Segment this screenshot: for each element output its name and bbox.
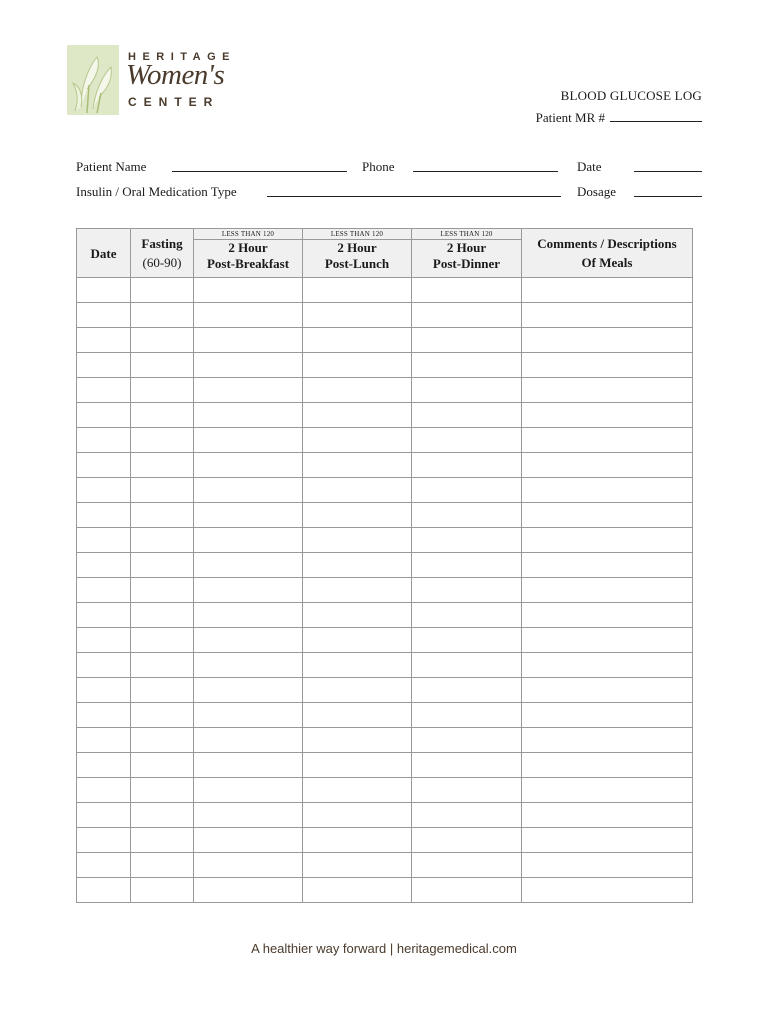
- table-row: [77, 653, 693, 678]
- cell-fasting[interactable]: [131, 803, 194, 828]
- patient-info-row: [76, 159, 702, 177]
- table-row: [77, 378, 693, 403]
- cell-post-dinner[interactable]: [412, 578, 522, 603]
- cell-post-dinner[interactable]: [412, 878, 522, 903]
- cell-date[interactable]: [77, 628, 131, 653]
- cell-fasting[interactable]: [131, 453, 194, 478]
- patient-mr-label: Patient MR #: [535, 110, 605, 125]
- cell-comments[interactable]: [522, 303, 693, 328]
- phone-field[interactable]: [413, 171, 558, 172]
- medication-type-label: Insulin / Oral Medication Type: [76, 184, 237, 199]
- column-header-post-lunch-meal: Post-Lunch: [324, 256, 390, 271]
- cell-post-dinner[interactable]: [412, 528, 522, 553]
- table-row: [77, 828, 693, 853]
- cell-post-lunch[interactable]: [303, 278, 412, 303]
- cell-date[interactable]: [77, 878, 131, 903]
- cell-comments[interactable]: [522, 528, 693, 553]
- cell-post-lunch[interactable]: [303, 553, 412, 578]
- cell-post-lunch[interactable]: [303, 828, 412, 853]
- table-row: [77, 553, 693, 578]
- cell-post-dinner[interactable]: [412, 278, 522, 303]
- cell-post-breakfast[interactable]: [194, 503, 303, 528]
- cell-fasting[interactable]: [131, 278, 194, 303]
- column-header-post-lunch: [303, 229, 412, 278]
- cell-post-breakfast[interactable]: [194, 553, 303, 578]
- cell-post-breakfast[interactable]: [194, 278, 303, 303]
- table-row: [77, 353, 693, 378]
- cell-post-lunch[interactable]: [303, 753, 412, 778]
- cell-date[interactable]: [77, 528, 131, 553]
- cell-post-breakfast[interactable]: [194, 428, 303, 453]
- column-header-comments-sub: Of Meals: [581, 255, 633, 270]
- cell-date[interactable]: [77, 703, 131, 728]
- table-row: [77, 853, 693, 878]
- cell-date[interactable]: [77, 378, 131, 403]
- cell-comments[interactable]: [522, 553, 693, 578]
- cell-post-dinner[interactable]: [412, 603, 522, 628]
- cell-comments[interactable]: [522, 453, 693, 478]
- cell-comments[interactable]: [522, 728, 693, 753]
- column-header-post-lunch-target: LESS THAN 120: [330, 230, 384, 238]
- cell-post-breakfast[interactable]: [194, 603, 303, 628]
- cell-fasting[interactable]: [131, 678, 194, 703]
- cell-post-dinner[interactable]: [412, 753, 522, 778]
- cell-post-lunch[interactable]: [303, 303, 412, 328]
- cell-date[interactable]: [77, 553, 131, 578]
- date-label: Date: [577, 159, 602, 174]
- footer-tagline: A healthier way forward | heritagemedical.com: [251, 941, 517, 956]
- cell-post-dinner[interactable]: [412, 503, 522, 528]
- cell-date[interactable]: [77, 578, 131, 603]
- cell-post-breakfast[interactable]: [194, 528, 303, 553]
- medication-type-field[interactable]: [267, 196, 561, 197]
- table-row: [77, 878, 693, 903]
- column-header-post-lunch-label: 2 Hour: [337, 240, 377, 255]
- cell-comments[interactable]: [522, 578, 693, 603]
- cell-fasting[interactable]: [131, 728, 194, 753]
- column-header-fasting: [131, 229, 194, 278]
- table-row: [77, 528, 693, 553]
- cell-post-lunch[interactable]: [303, 778, 412, 803]
- column-header-post-dinner: [412, 229, 522, 278]
- patient-name-field[interactable]: [172, 171, 347, 172]
- table-row: [77, 278, 693, 303]
- table-row: [77, 303, 693, 328]
- cell-post-breakfast[interactable]: [194, 453, 303, 478]
- cell-fasting[interactable]: [131, 503, 194, 528]
- cell-post-lunch[interactable]: [303, 878, 412, 903]
- cell-fasting[interactable]: [131, 353, 194, 378]
- cell-post-lunch[interactable]: [303, 503, 412, 528]
- column-header-post-breakfast-label: 2 Hour: [228, 240, 268, 255]
- cell-comments[interactable]: [522, 803, 693, 828]
- cell-post-breakfast[interactable]: [194, 353, 303, 378]
- cell-date[interactable]: [77, 728, 131, 753]
- cell-date[interactable]: [77, 353, 131, 378]
- column-header-post-dinner-label: 2 Hour: [446, 240, 487, 255]
- table-row: [77, 603, 693, 628]
- cell-date[interactable]: [77, 328, 131, 353]
- date-field[interactable]: [634, 171, 702, 172]
- document-title: BLOOD GLUCOSE LOG: [560, 88, 702, 103]
- cell-post-breakfast[interactable]: [194, 478, 303, 503]
- cell-comments[interactable]: [522, 428, 693, 453]
- cell-post-dinner[interactable]: [412, 478, 522, 503]
- cell-post-lunch[interactable]: [303, 678, 412, 703]
- cell-fasting[interactable]: [131, 853, 194, 878]
- cell-post-lunch[interactable]: [303, 853, 412, 878]
- cell-comments[interactable]: [522, 878, 693, 903]
- cell-post-breakfast[interactable]: [194, 828, 303, 853]
- cell-fasting[interactable]: [131, 603, 194, 628]
- cell-comments[interactable]: [522, 378, 693, 403]
- logo-heritage: HERITAGE: [128, 51, 237, 63]
- cell-post-dinner[interactable]: [412, 428, 522, 453]
- cell-post-lunch[interactable]: [303, 353, 412, 378]
- cell-post-dinner[interactable]: [412, 778, 522, 803]
- cell-post-lunch[interactable]: [303, 428, 412, 453]
- cell-comments[interactable]: [522, 753, 693, 778]
- cell-date[interactable]: [77, 828, 131, 853]
- calla-lily-logo-icon: [67, 45, 119, 115]
- cell-post-breakfast[interactable]: [194, 678, 303, 703]
- cell-date[interactable]: [77, 303, 131, 328]
- dosage-label: Dosage: [577, 184, 616, 199]
- cell-post-breakfast[interactable]: [194, 728, 303, 753]
- glucose-log-body: [77, 278, 693, 903]
- phone-label: Phone: [362, 159, 395, 174]
- glucose-log-table: [76, 228, 693, 903]
- cell-post-lunch[interactable]: [303, 403, 412, 428]
- cell-date[interactable]: [77, 603, 131, 628]
- table-row: [77, 728, 693, 753]
- table-row: [77, 428, 693, 453]
- column-header-comments: [522, 229, 693, 278]
- column-header-post-breakfast-target: LESS THAN 120: [221, 230, 275, 238]
- cell-post-dinner[interactable]: [412, 703, 522, 728]
- table-header-row: [77, 229, 693, 278]
- cell-post-breakfast[interactable]: [194, 878, 303, 903]
- cell-post-lunch[interactable]: [303, 703, 412, 728]
- column-header-date: [77, 229, 131, 278]
- table-row: [77, 328, 693, 353]
- cell-comments[interactable]: [522, 503, 693, 528]
- cell-post-dinner[interactable]: [412, 353, 522, 378]
- cell-post-breakfast[interactable]: [194, 403, 303, 428]
- cell-post-dinner[interactable]: [412, 653, 522, 678]
- table-row: [77, 778, 693, 803]
- cell-fasting[interactable]: [131, 578, 194, 603]
- cell-post-dinner[interactable]: [412, 678, 522, 703]
- table-row: [77, 578, 693, 603]
- cell-post-lunch[interactable]: [303, 653, 412, 678]
- cell-fasting[interactable]: [131, 753, 194, 778]
- cell-date[interactable]: [77, 478, 131, 503]
- cell-post-dinner[interactable]: [412, 328, 522, 353]
- column-header-post-dinner-target: LESS THAN 120: [440, 230, 493, 238]
- cell-comments[interactable]: [522, 678, 693, 703]
- cell-date[interactable]: [77, 678, 131, 703]
- column-header-post-breakfast: [194, 229, 303, 278]
- cell-post-dinner[interactable]: [412, 853, 522, 878]
- cell-fasting[interactable]: [131, 528, 194, 553]
- cell-fasting[interactable]: [131, 403, 194, 428]
- cell-post-dinner[interactable]: [412, 553, 522, 578]
- cell-date[interactable]: [77, 278, 131, 303]
- cell-comments[interactable]: [522, 853, 693, 878]
- table-row: [77, 478, 693, 503]
- cell-post-breakfast[interactable]: [194, 628, 303, 653]
- cell-post-dinner[interactable]: [412, 728, 522, 753]
- cell-fasting[interactable]: [131, 828, 194, 853]
- cell-post-breakfast[interactable]: [194, 653, 303, 678]
- column-header-fasting-label: Fasting: [141, 236, 183, 251]
- dosage-field[interactable]: [634, 196, 702, 197]
- cell-comments[interactable]: [522, 653, 693, 678]
- medication-info-row: [76, 184, 702, 202]
- cell-post-dinner[interactable]: [412, 803, 522, 828]
- cell-comments[interactable]: [522, 278, 693, 303]
- cell-post-dinner[interactable]: [412, 453, 522, 478]
- cell-comments[interactable]: [522, 628, 693, 653]
- cell-post-lunch[interactable]: [303, 453, 412, 478]
- cell-fasting[interactable]: [131, 303, 194, 328]
- column-header-date-label: Date: [90, 245, 117, 261]
- cell-fasting[interactable]: [131, 328, 194, 353]
- cell-fasting[interactable]: [131, 778, 194, 803]
- cell-fasting[interactable]: [131, 878, 194, 903]
- cell-fasting[interactable]: [131, 703, 194, 728]
- cell-date[interactable]: [77, 453, 131, 478]
- cell-post-dinner[interactable]: [412, 303, 522, 328]
- cell-post-dinner[interactable]: [412, 378, 522, 403]
- cell-post-breakfast[interactable]: [194, 778, 303, 803]
- table-row: [77, 678, 693, 703]
- cell-post-lunch[interactable]: [303, 603, 412, 628]
- cell-post-breakfast[interactable]: [194, 853, 303, 878]
- cell-post-dinner[interactable]: [412, 403, 522, 428]
- cell-comments[interactable]: [522, 778, 693, 803]
- cell-post-lunch[interactable]: [303, 803, 412, 828]
- table-row: [77, 703, 693, 728]
- cell-fasting[interactable]: [131, 428, 194, 453]
- cell-post-lunch[interactable]: [303, 478, 412, 503]
- cell-post-breakfast[interactable]: [194, 803, 303, 828]
- cell-fasting[interactable]: [131, 478, 194, 503]
- cell-post-breakfast[interactable]: [194, 703, 303, 728]
- cell-date[interactable]: [77, 853, 131, 878]
- table-row: [77, 753, 693, 778]
- cell-post-breakfast[interactable]: [194, 578, 303, 603]
- cell-comments[interactable]: [522, 478, 693, 503]
- table-row: [77, 453, 693, 478]
- table-row: [77, 503, 693, 528]
- cell-comments[interactable]: [522, 703, 693, 728]
- cell-post-breakfast[interactable]: [194, 328, 303, 353]
- cell-post-lunch[interactable]: [303, 528, 412, 553]
- cell-fasting[interactable]: [131, 553, 194, 578]
- cell-post-dinner[interactable]: [412, 628, 522, 653]
- patient-mr-row: [536, 110, 702, 126]
- cell-date[interactable]: [77, 753, 131, 778]
- cell-date[interactable]: [77, 653, 131, 678]
- column-header-post-dinner-meal: Post-Dinner: [432, 256, 501, 271]
- cell-post-lunch[interactable]: [303, 328, 412, 353]
- cell-date[interactable]: [77, 428, 131, 453]
- cell-post-lunch[interactable]: [303, 578, 412, 603]
- cell-fasting[interactable]: [131, 378, 194, 403]
- cell-post-breakfast[interactable]: [194, 378, 303, 403]
- cell-date[interactable]: [77, 403, 131, 428]
- cell-date[interactable]: [77, 778, 131, 803]
- cell-comments[interactable]: [522, 328, 693, 353]
- table-row: [77, 403, 693, 428]
- column-header-fasting-range: (60-90): [142, 255, 182, 270]
- cell-fasting[interactable]: [131, 628, 194, 653]
- cell-comments[interactable]: [522, 828, 693, 853]
- logo-womens: Women's: [126, 59, 225, 91]
- column-header-comments-label: Comments / Descriptions: [537, 236, 677, 251]
- logo-center: CENTER: [128, 95, 220, 109]
- cell-comments[interactable]: [522, 403, 693, 428]
- cell-date[interactable]: [77, 803, 131, 828]
- cell-post-dinner[interactable]: [412, 828, 522, 853]
- cell-post-breakfast[interactable]: [194, 303, 303, 328]
- patient-name-label: Patient Name: [76, 159, 147, 174]
- cell-comments[interactable]: [522, 603, 693, 628]
- cell-post-breakfast[interactable]: [194, 753, 303, 778]
- column-header-post-breakfast-meal: Post-Breakfast: [206, 256, 290, 271]
- table-row: [77, 628, 693, 653]
- cell-post-lunch[interactable]: [303, 378, 412, 403]
- cell-comments[interactable]: [522, 353, 693, 378]
- patient-mr-field[interactable]: [610, 110, 702, 122]
- cell-fasting[interactable]: [131, 653, 194, 678]
- cell-post-lunch[interactable]: [303, 628, 412, 653]
- cell-post-lunch[interactable]: [303, 728, 412, 753]
- cell-date[interactable]: [77, 503, 131, 528]
- table-row: [77, 803, 693, 828]
